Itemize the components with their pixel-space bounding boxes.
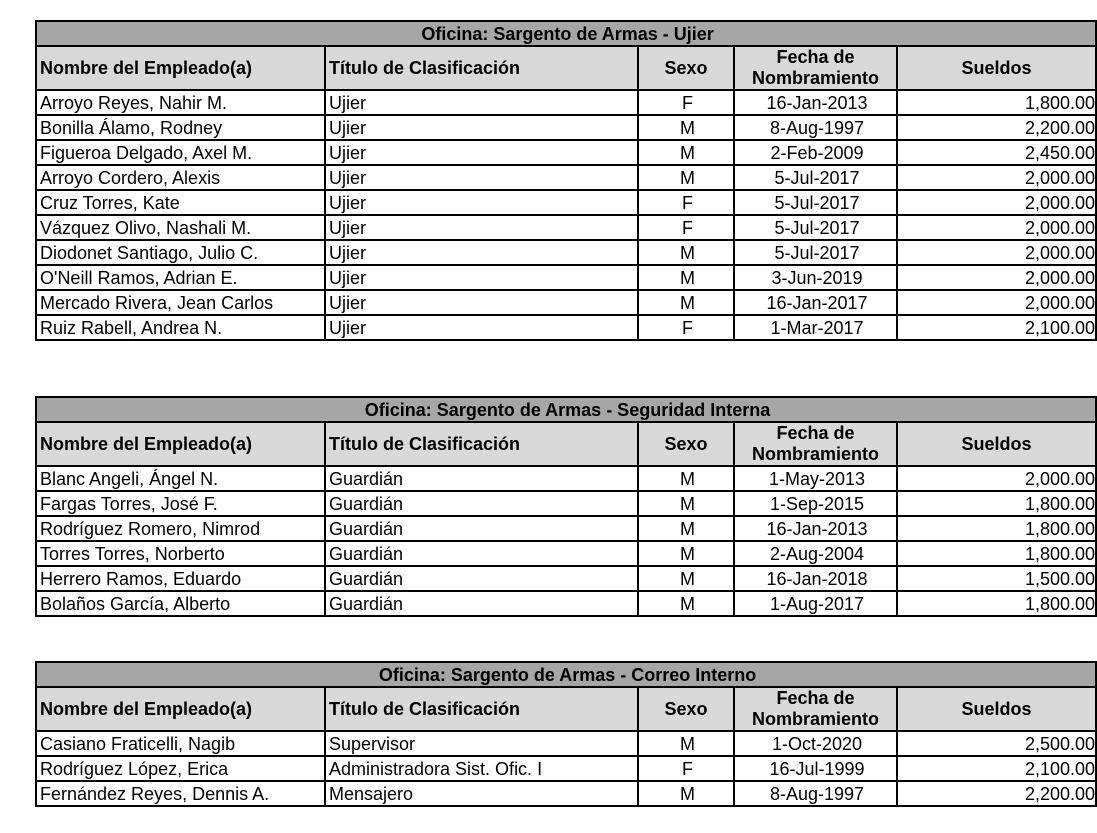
cell-nombre: Diodonet Santiago, Julio C. bbox=[36, 240, 325, 265]
column-header-row bbox=[36, 422, 1096, 466]
column-header-fecha bbox=[734, 422, 897, 466]
cell-fecha: 5-Jul-2017 bbox=[734, 165, 897, 190]
cell-titulo: Ujier bbox=[325, 240, 638, 265]
cell-fecha: 1-Mar-2017 bbox=[734, 315, 897, 340]
cell-sexo: M bbox=[638, 165, 734, 190]
cell-titulo: Supervisor bbox=[325, 731, 638, 756]
column-header-sueldos bbox=[897, 687, 1096, 731]
cell-sueldo: 2,450.00 bbox=[897, 140, 1096, 165]
cell-fecha: 1-May-2013 bbox=[734, 466, 897, 491]
column-header-label: Sueldos bbox=[961, 433, 1032, 454]
column-header-label: Sueldos bbox=[961, 698, 1032, 719]
cell-sueldo: 2,500.00 bbox=[897, 731, 1096, 756]
cell-nombre: Rodríguez López, Erica bbox=[36, 756, 325, 781]
table-row bbox=[36, 731, 1096, 756]
column-header-label: Nombre del Empleado(a) bbox=[40, 698, 253, 719]
cell-nombre: Fernández Reyes, Dennis A. bbox=[36, 781, 325, 806]
cell-nombre: Bolaños García, Alberto bbox=[36, 591, 325, 616]
cell-nombre: Fargas Torres, José F. bbox=[36, 491, 325, 516]
cell-sueldo: 1,800.00 bbox=[897, 491, 1096, 516]
cell-sueldo: 2,000.00 bbox=[897, 215, 1096, 240]
column-header-row bbox=[36, 687, 1096, 731]
cell-sueldo: 2,000.00 bbox=[897, 190, 1096, 215]
cell-sexo: M bbox=[638, 290, 734, 315]
cell-titulo: Guardián bbox=[325, 466, 638, 491]
column-header-label: Nombre del Empleado(a) bbox=[40, 57, 253, 78]
office-table bbox=[35, 20, 1097, 341]
table-row bbox=[36, 190, 1096, 215]
cell-sexo: M bbox=[638, 781, 734, 806]
cell-fecha: 2-Feb-2009 bbox=[734, 140, 897, 165]
cell-nombre: O'Neill Ramos, Adrian E. bbox=[36, 265, 325, 290]
cell-fecha: 5-Jul-2017 bbox=[734, 215, 897, 240]
cell-nombre: Figueroa Delgado, Axel M. bbox=[36, 140, 325, 165]
cell-nombre: Mercado Rivera, Jean Carlos bbox=[36, 290, 325, 315]
cell-sexo: F bbox=[638, 215, 734, 240]
table-row bbox=[36, 265, 1096, 290]
cell-sueldo: 2,000.00 bbox=[897, 265, 1096, 290]
column-header-fecha bbox=[734, 46, 897, 90]
cell-nombre: Bonilla Álamo, Rodney bbox=[36, 115, 325, 140]
office-table bbox=[35, 396, 1097, 617]
table-row bbox=[36, 215, 1096, 240]
column-header-label: Sexo bbox=[664, 698, 708, 719]
cell-titulo: Ujier bbox=[325, 190, 638, 215]
cell-sueldo: 1,800.00 bbox=[897, 591, 1096, 616]
cell-sexo: M bbox=[638, 265, 734, 290]
table-row bbox=[36, 115, 1096, 140]
cell-fecha: 1-Oct-2020 bbox=[734, 731, 897, 756]
cell-titulo: Guardián bbox=[325, 541, 638, 566]
table-row bbox=[36, 566, 1096, 591]
cell-fecha: 1-Sep-2015 bbox=[734, 491, 897, 516]
column-header-nombre bbox=[36, 422, 325, 466]
cell-sueldo: 1,500.00 bbox=[897, 566, 1096, 591]
cell-nombre: Herrero Ramos, Eduardo bbox=[36, 566, 325, 591]
table-row bbox=[36, 491, 1096, 516]
cell-titulo: Guardián bbox=[325, 591, 638, 616]
office-title-row bbox=[36, 21, 1096, 46]
cell-nombre: Ruiz Rabell, Andrea N. bbox=[36, 315, 325, 340]
cell-fecha: 5-Jul-2017 bbox=[734, 190, 897, 215]
cell-fecha: 3-Jun-2019 bbox=[734, 265, 897, 290]
cell-fecha: 16-Jan-2013 bbox=[734, 90, 897, 115]
cell-fecha: 5-Jul-2017 bbox=[734, 240, 897, 265]
office-title-row bbox=[36, 397, 1096, 422]
column-header-titulo bbox=[325, 46, 638, 90]
cell-sexo: F bbox=[638, 756, 734, 781]
cell-fecha: 16-Jul-1999 bbox=[734, 756, 897, 781]
cell-sueldo: 1,800.00 bbox=[897, 541, 1096, 566]
cell-sueldo: 2,100.00 bbox=[897, 315, 1096, 340]
column-header-sexo bbox=[638, 422, 734, 466]
column-header-sexo bbox=[638, 46, 734, 90]
cell-fecha: 8-Aug-1997 bbox=[734, 115, 897, 140]
cell-sexo: F bbox=[638, 315, 734, 340]
cell-fecha: 16-Jan-2013 bbox=[734, 516, 897, 541]
cell-sexo: M bbox=[638, 591, 734, 616]
cell-titulo: Ujier bbox=[325, 115, 638, 140]
cell-nombre: Rodríguez Romero, Nimrod bbox=[36, 516, 325, 541]
table-row bbox=[36, 781, 1096, 806]
column-header-label: Fecha de Nombramiento bbox=[751, 688, 879, 729]
column-header-sueldos bbox=[897, 422, 1096, 466]
cell-sexo: M bbox=[638, 115, 734, 140]
column-header-label: Sexo bbox=[664, 433, 708, 454]
column-header-nombre bbox=[36, 46, 325, 90]
column-header-label: Sueldos bbox=[961, 57, 1032, 78]
cell-sueldo: 2,200.00 bbox=[897, 115, 1096, 140]
table-row bbox=[36, 516, 1096, 541]
cell-sexo: M bbox=[638, 240, 734, 265]
cell-titulo: Ujier bbox=[325, 315, 638, 340]
cell-nombre: Vázquez Olivo, Nashali M. bbox=[36, 215, 325, 240]
column-header-label: Título de Clasificación bbox=[329, 433, 521, 454]
column-header-sueldos bbox=[897, 46, 1096, 90]
cell-titulo: Mensajero bbox=[325, 781, 638, 806]
office-title: Oficina: Sargento de Armas - Correo Interno bbox=[36, 662, 1096, 687]
table-row bbox=[36, 466, 1096, 491]
cell-sexo: M bbox=[638, 516, 734, 541]
table-row bbox=[36, 140, 1096, 165]
cell-titulo: Ujier bbox=[325, 290, 638, 315]
table-row bbox=[36, 315, 1096, 340]
office-title: Oficina: Sargento de Armas - Ujier bbox=[36, 21, 1096, 46]
column-header-sexo bbox=[638, 687, 734, 731]
cell-sueldo: 1,800.00 bbox=[897, 516, 1096, 541]
column-header-label: Fecha de Nombramiento bbox=[751, 47, 879, 88]
cell-fecha: 8-Aug-1997 bbox=[734, 781, 897, 806]
table-row bbox=[36, 90, 1096, 115]
table-row bbox=[36, 290, 1096, 315]
cell-nombre: Torres Torres, Norberto bbox=[36, 541, 325, 566]
column-header-titulo bbox=[325, 422, 638, 466]
cell-fecha: 2-Aug-2004 bbox=[734, 541, 897, 566]
cell-sueldo: 2,000.00 bbox=[897, 240, 1096, 265]
table-row bbox=[36, 756, 1096, 781]
cell-titulo: Ujier bbox=[325, 140, 638, 165]
cell-sexo: M bbox=[638, 566, 734, 591]
cell-nombre: Blanc Angeli, Ángel N. bbox=[36, 466, 325, 491]
cell-sexo: M bbox=[638, 466, 734, 491]
office-title-row bbox=[36, 662, 1096, 687]
cell-sexo: M bbox=[638, 731, 734, 756]
cell-titulo: Ujier bbox=[325, 265, 638, 290]
office-table bbox=[35, 661, 1097, 807]
column-header-label: Título de Clasificación bbox=[329, 698, 521, 719]
office-title: Oficina: Sargento de Armas - Seguridad Interna bbox=[36, 397, 1096, 422]
column-header-row bbox=[36, 46, 1096, 90]
table-row bbox=[36, 165, 1096, 190]
cell-titulo: Guardián bbox=[325, 566, 638, 591]
table-row bbox=[36, 240, 1096, 265]
column-header-fecha bbox=[734, 687, 897, 731]
cell-sexo: M bbox=[638, 140, 734, 165]
cell-titulo: Ujier bbox=[325, 165, 638, 190]
cell-nombre: Arroyo Reyes, Nahir M. bbox=[36, 90, 325, 115]
cell-sexo: M bbox=[638, 491, 734, 516]
cell-nombre: Arroyo Cordero, Alexis bbox=[36, 165, 325, 190]
cell-sueldo: 2,000.00 bbox=[897, 466, 1096, 491]
cell-sueldo: 2,000.00 bbox=[897, 165, 1096, 190]
cell-nombre: Casiano Fraticelli, Nagib bbox=[36, 731, 325, 756]
cell-fecha: 16-Jan-2018 bbox=[734, 566, 897, 591]
cell-sueldo: 2,000.00 bbox=[897, 290, 1096, 315]
cell-titulo: Administradora Sist. Ofic. I bbox=[325, 756, 638, 781]
cell-sexo: F bbox=[638, 90, 734, 115]
cell-titulo: Ujier bbox=[325, 215, 638, 240]
cell-sueldo: 1,800.00 bbox=[897, 90, 1096, 115]
cell-titulo: Guardián bbox=[325, 516, 638, 541]
column-header-label: Fecha de Nombramiento bbox=[751, 423, 879, 464]
column-header-titulo bbox=[325, 687, 638, 731]
table-row bbox=[36, 591, 1096, 616]
cell-fecha: 16-Jan-2017 bbox=[734, 290, 897, 315]
column-header-nombre bbox=[36, 687, 325, 731]
column-header-label: Sexo bbox=[664, 57, 708, 78]
table-row bbox=[36, 541, 1096, 566]
cell-sexo: M bbox=[638, 541, 734, 566]
column-header-label: Título de Clasificación bbox=[329, 57, 521, 78]
cell-titulo: Guardián bbox=[325, 491, 638, 516]
column-header-label: Nombre del Empleado(a) bbox=[40, 433, 253, 454]
cell-sexo: F bbox=[638, 190, 734, 215]
cell-nombre: Cruz Torres, Kate bbox=[36, 190, 325, 215]
cell-titulo: Ujier bbox=[325, 90, 638, 115]
cell-sueldo: 2,100.00 bbox=[897, 756, 1096, 781]
cell-fecha: 1-Aug-2017 bbox=[734, 591, 897, 616]
cell-sueldo: 2,200.00 bbox=[897, 781, 1096, 806]
